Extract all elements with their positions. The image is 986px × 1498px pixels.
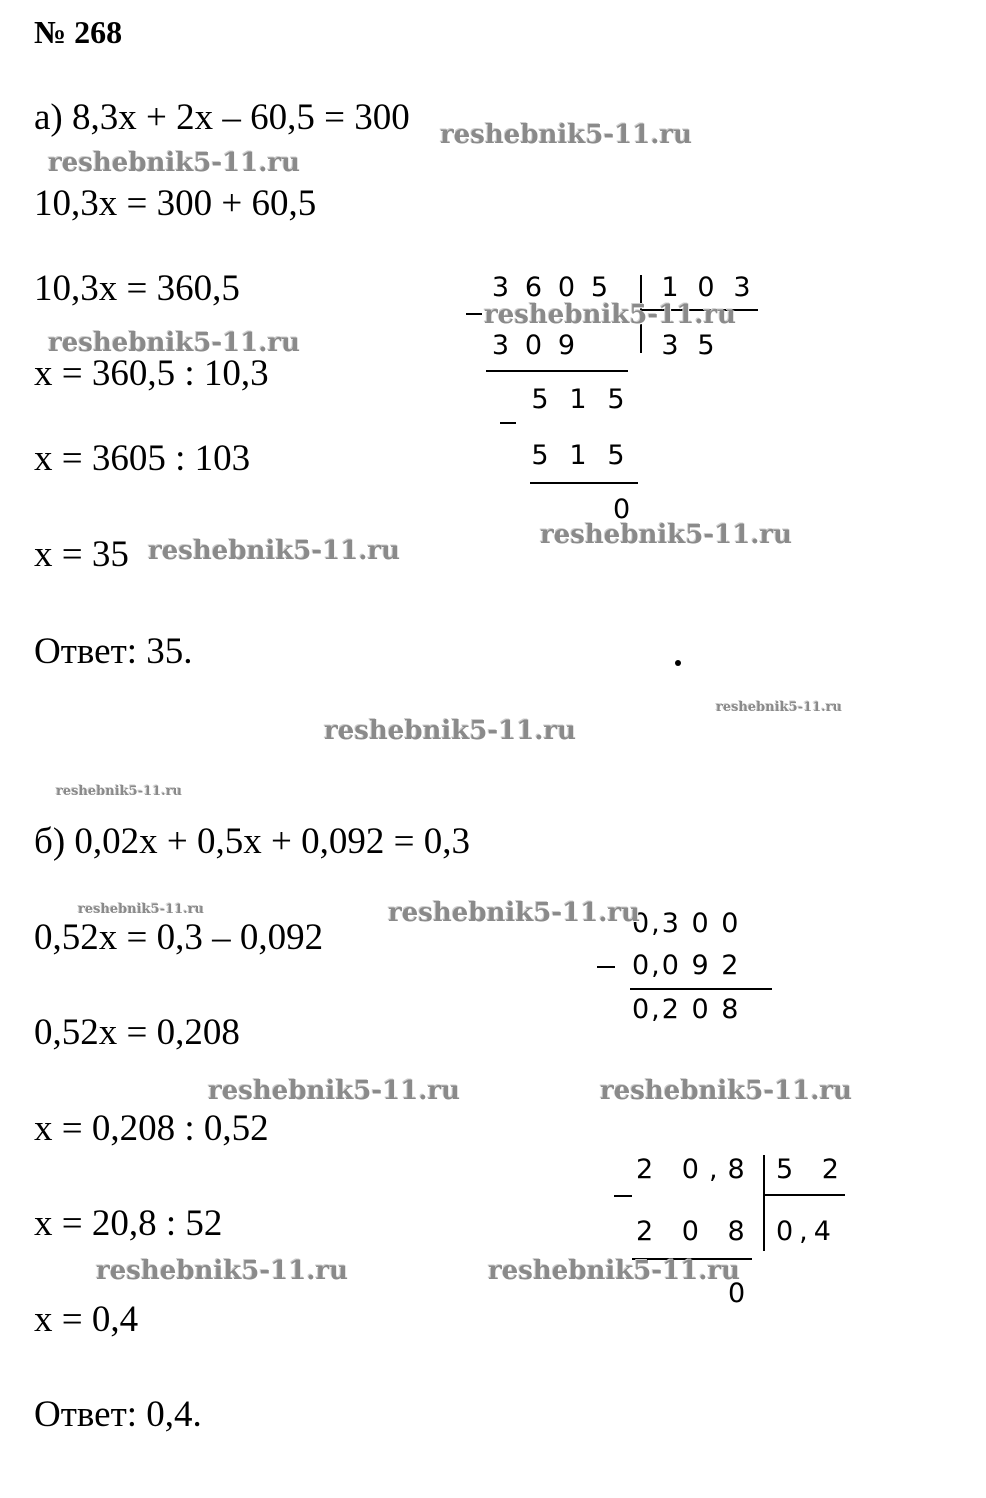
watermark: reshebnik5-11.ru (148, 536, 401, 566)
division-b-dividend: 2 0,8 (636, 1154, 755, 1185)
division-b-quotient: 0,4 (776, 1216, 837, 1247)
digit: 3 (491, 272, 510, 303)
division-a-step2 (521, 440, 635, 471)
problem-number: № 268 (34, 14, 123, 50)
digit: 3 (661, 330, 679, 361)
equation-b-1: б) 0,02x + 0,5x + 0,092 = 0,3 (34, 821, 470, 862)
digit: 6 (524, 272, 543, 303)
watermark: reshebnik5-11.ru (716, 700, 843, 715)
watermark: reshebnik5-11.ru (600, 1076, 853, 1106)
division-a-remainder1 (521, 384, 635, 415)
equation-a-1: а) 8,3x + 2x – 60,5 = 300 (34, 97, 410, 138)
division-a-step1 (484, 330, 583, 361)
digit: 0 (697, 272, 715, 303)
division-b-minus-sign (614, 1195, 632, 1197)
subtraction-subtrahend: 0,0 9 2 (632, 950, 741, 981)
digit: 5 (607, 384, 625, 415)
division-b-step1: 2 0 8 (636, 1216, 755, 1247)
division-a-dividend (484, 272, 616, 303)
digit: 1 (569, 384, 587, 415)
subtraction-underline (630, 988, 772, 990)
digit: 0 (557, 272, 576, 303)
watermark: reshebnik5-11.ru (56, 784, 183, 799)
division-a-minus-sign-2 (500, 422, 516, 424)
equation-b-6: x = 0,4 (34, 1299, 139, 1340)
division-b-vertical-bar (763, 1155, 765, 1251)
equation-a-3: 10,3x = 360,5 (34, 268, 240, 309)
watermark: reshebnik5-11.ru (96, 1256, 349, 1286)
digit: 0 (524, 330, 543, 361)
equation-b-4: x = 0,208 : 0,52 (34, 1108, 269, 1149)
division-a-quotient (652, 330, 724, 361)
division-a-minus-sign (466, 313, 482, 315)
equation-b-5: x = 20,8 : 52 (34, 1203, 223, 1244)
watermark: reshebnik5-11.ru (388, 898, 641, 928)
watermark: reshebnik5-11.ru (324, 716, 577, 746)
digit: 3 (491, 330, 510, 361)
stray-dot (675, 660, 681, 666)
division-a-underline-2 (530, 482, 638, 484)
digit: 5 (590, 272, 609, 303)
answer-b: Ответ: 0,4. (34, 1394, 202, 1435)
watermark: reshebnik5-11.ru (78, 902, 205, 917)
subtraction-minuend: 0,3 0 0 (632, 908, 741, 939)
equation-a-2: 10,3x = 300 + 60,5 (34, 183, 317, 224)
watermark: reshebnik5-11.ru (48, 328, 301, 358)
division-b-divisor-underline (763, 1194, 845, 1196)
division-a-underline-1 (486, 370, 628, 372)
division-a-divisor (652, 272, 760, 303)
digit: 5 (531, 440, 549, 471)
equation-b-3: 0,52x = 0,208 (34, 1012, 240, 1053)
watermark: reshebnik5-11.ru (540, 520, 793, 550)
watermark: reshebnik5-11.ru (488, 1256, 741, 1286)
digit: 9 (557, 330, 576, 361)
watermark: reshebnik5-11.ru (208, 1076, 461, 1106)
equation-b-2: 0,52x = 0,3 – 0,092 (34, 917, 324, 958)
subtraction-result: 0,2 0 8 (632, 994, 741, 1025)
division-b-final: 0 (728, 1278, 746, 1309)
digit: 5 (531, 384, 549, 415)
watermark: reshebnik5-11.ru (48, 148, 301, 178)
subtraction-minus-sign (597, 966, 615, 968)
digit: 5 (697, 330, 715, 361)
answer-a: Ответ: 35. (34, 631, 193, 672)
digit: 1 (569, 440, 587, 471)
division-a-final: 0 (613, 494, 631, 525)
digit: 1 (661, 272, 679, 303)
digit: 5 (607, 440, 625, 471)
equation-a-5: x = 3605 : 103 (34, 438, 251, 479)
equation-a-6: x = 35 (34, 534, 129, 575)
digit: 3 (733, 272, 751, 303)
watermark: reshebnik5-11.ru (484, 300, 737, 330)
equation-a-4: x = 360,5 : 10,3 (34, 353, 269, 394)
watermark: reshebnik5-11.ru (440, 120, 693, 150)
division-b-divisor: 5 2 (776, 1154, 849, 1185)
